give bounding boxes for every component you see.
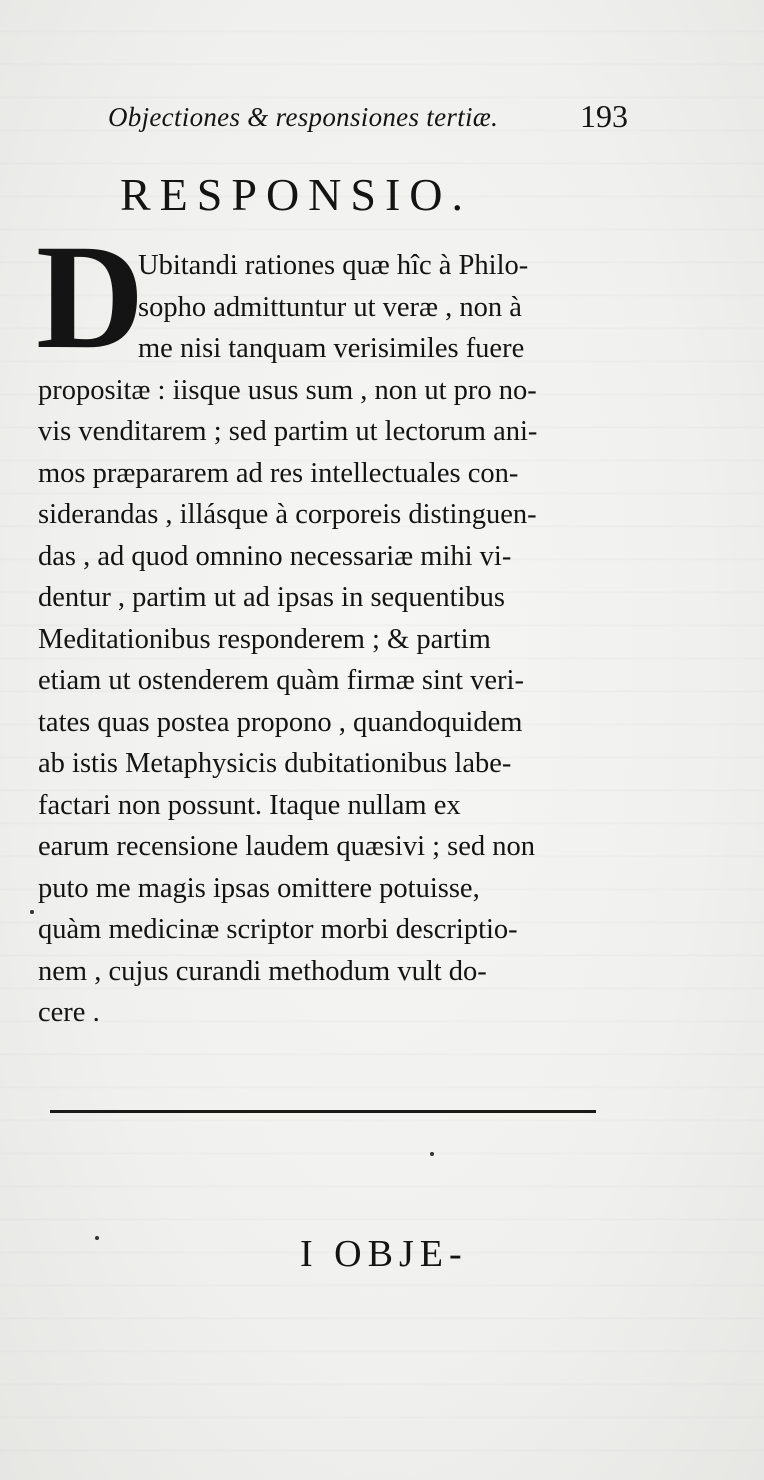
text-line: sopho admittuntur ut veræ , non à <box>138 291 522 323</box>
text-line: propositæ : iisque usus sum , non ut pro no- <box>38 374 537 406</box>
text-line: siderandas , illásque à corporeis distinguen- <box>38 499 537 530</box>
text-line: tates quas postea propono , quandoquidem <box>38 706 523 738</box>
text-line: Meditationibus responderem ; & partim <box>38 623 491 655</box>
horizontal-rule <box>50 1110 596 1113</box>
text-line: etiam ut ostenderem quàm firmæ sint veri- <box>38 665 524 696</box>
ink-speck <box>30 910 34 914</box>
text-line: me nisi tanquam verisimiles fuere <box>138 333 525 364</box>
text-line: factari non possunt. Itaque nullam ex <box>38 789 461 821</box>
text-line: vis venditarem ; sed partim ut lectorum ani- <box>38 416 538 447</box>
text-line: quàm medicinæ scriptor morbi descriptio- <box>38 914 518 945</box>
text-line: ab istis Metaphysicis dubitationibus labe- <box>38 748 512 779</box>
text-line: das , ad quod omnino necessariæ mihi vi- <box>38 540 512 572</box>
catchword: I OBJE- <box>300 1233 468 1275</box>
text-line: nem , cujus curandi methodum vult do- <box>38 955 487 987</box>
text-line: Ubitandi rationes quæ hîc à Philo- <box>138 250 529 281</box>
running-head <box>108 96 628 140</box>
page-number: 193 <box>580 98 628 134</box>
text-line: earum recensione laudem quæsivi ; sed non <box>38 831 536 862</box>
text-line: mos præpararem ad res intellectuales con- <box>38 457 519 489</box>
section-heading: RESPONSIO. <box>120 169 473 220</box>
ink-speck <box>95 1236 99 1240</box>
text-line: puto me magis ipsas omittere potuisse, <box>38 872 480 904</box>
drop-cap-initial: D <box>36 214 145 380</box>
text-line: cere . <box>38 997 100 1028</box>
running-title: Objectiones & responsiones tertiæ. <box>108 102 499 132</box>
ink-speck <box>430 1152 434 1156</box>
text-line: dentur , partim ut ad ipsas in sequentibus <box>38 582 506 613</box>
body-text <box>38 245 628 1034</box>
